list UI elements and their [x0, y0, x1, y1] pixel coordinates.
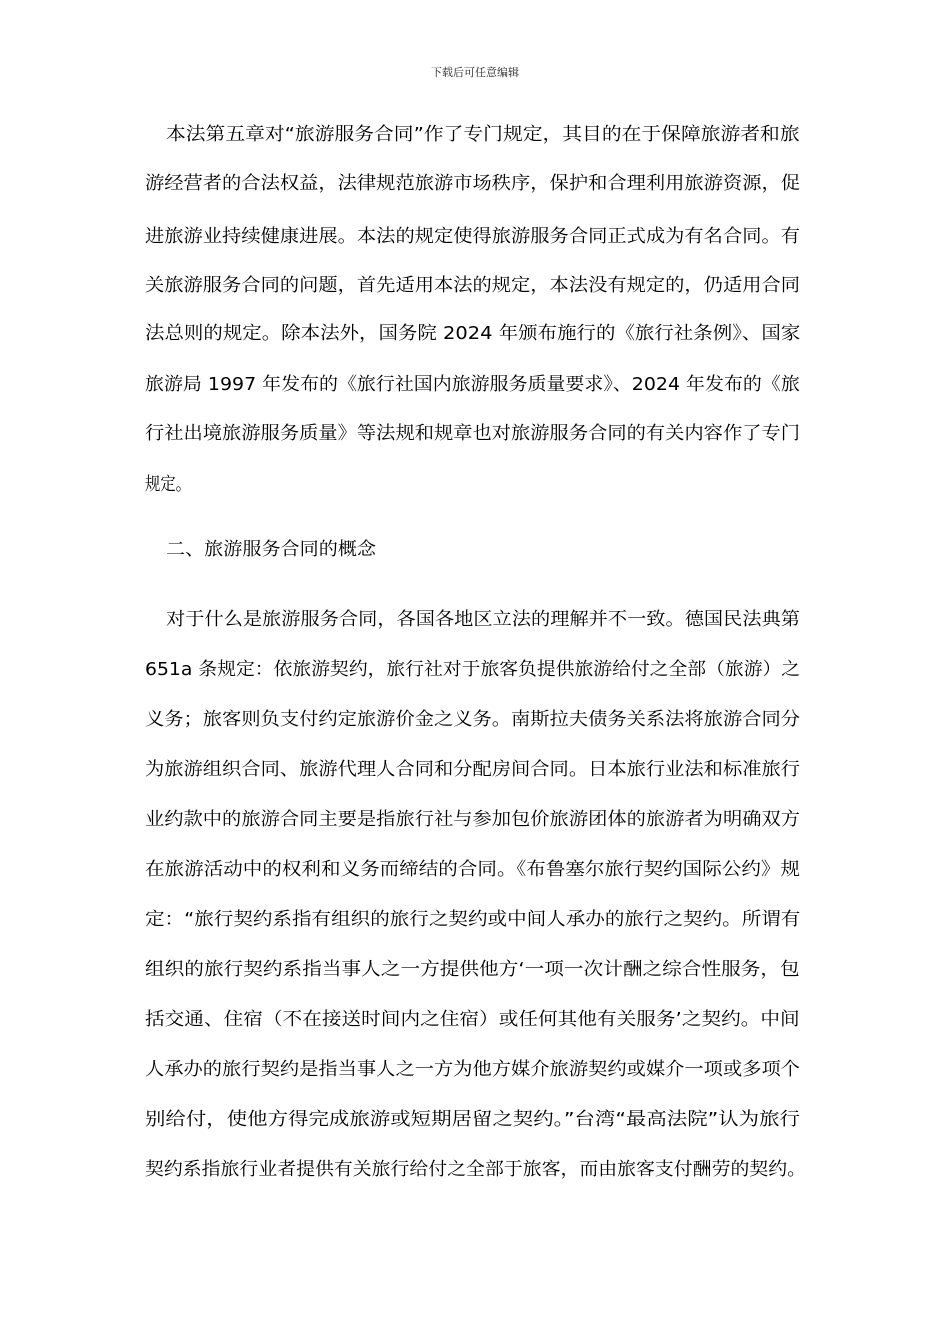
page-header-note: 下载后可任意编辑	[431, 66, 519, 79]
section-heading: 二、旅游服务合同的概念	[166, 539, 376, 560]
paragraph-line: 括交通、住宿（不在接送时间内之住宿）或任何其他有关服务’之契约。中间	[145, 1009, 800, 1030]
paragraph-line: 对于什么是旅游服务合同，各国各地区立法的理解并不一致。德国民法典第	[166, 609, 800, 630]
paragraph-line: 旅游局 1997 年发布的《旅行社国内旅游服务质量要求》、2024 年发布的《旅	[145, 374, 800, 395]
paragraph-line: 契约系指旅行业者提供有关旅行给付之全部于旅客，而由旅客支付酬劳的契约。	[145, 1159, 806, 1180]
paragraph-line: 规定。	[145, 474, 191, 495]
paragraph-line: 651a 条规定：依旅游契约，旅行社对于旅客负提供旅游给付之全部（旅游）之	[145, 659, 801, 680]
paragraph-line: 法总则的规定。除本法外，国务院 2024 年颁布施行的《旅行社条例》、国家	[145, 323, 801, 344]
paragraph-line: 游经营者的合法权益，法律规范旅游市场秩序，保护和合理利用旅游资源，促	[145, 173, 800, 194]
paragraph-line: 行社出境旅游服务质量》等法规和规章也对旅游服务合同的有关内容作了专门	[145, 423, 800, 444]
paragraph-line: 为旅游组织合同、旅游代理人合同和分配房间合同。日本旅行业法和标准旅行	[145, 759, 800, 780]
paragraph-line: 组织的旅行契约系指当事人之一方提供他方‘一项一次计酬之综合性服务，包	[145, 959, 800, 980]
paragraph-line: 定：“旅行契约系指有组织的旅行之契约或中间人承办的旅行之契约。所谓有	[145, 909, 801, 930]
paragraph-line: 义务；旅客则负支付约定旅游价金之义务。南斯拉夫债务关系法将旅游合同分	[145, 709, 800, 730]
paragraph-line: 人承办的旅行契约是指当事人之一方为他方媒介旅游契约或媒介一项或多项个	[145, 1059, 800, 1080]
paragraph-line: 进旅游业持续健康进展。本法的规定使得旅游服务合同正式成为有名合同。有	[145, 226, 800, 247]
paragraph-line: 本法第五章对“旅游服务合同”作了专门规定，其目的在于保障旅游者和旅	[166, 124, 800, 145]
paragraph-line: 关旅游服务合同的问题，首先适用本法的规定，本法没有规定的，仍适用合同	[145, 275, 800, 296]
paragraph-line: 别给付，使他方得完成旅游或短期居留之契约。”台湾“最高法院”认为旅行	[145, 1109, 800, 1130]
paragraph-line: 业约款中的旅游合同主要是指旅行社与参加包价旅游团体的旅游者为明确双方	[145, 809, 800, 830]
paragraph-line: 在旅游活动中的权利和义务而缔结的合同。《布鲁塞尔旅行契约国际公约》规	[145, 859, 800, 880]
